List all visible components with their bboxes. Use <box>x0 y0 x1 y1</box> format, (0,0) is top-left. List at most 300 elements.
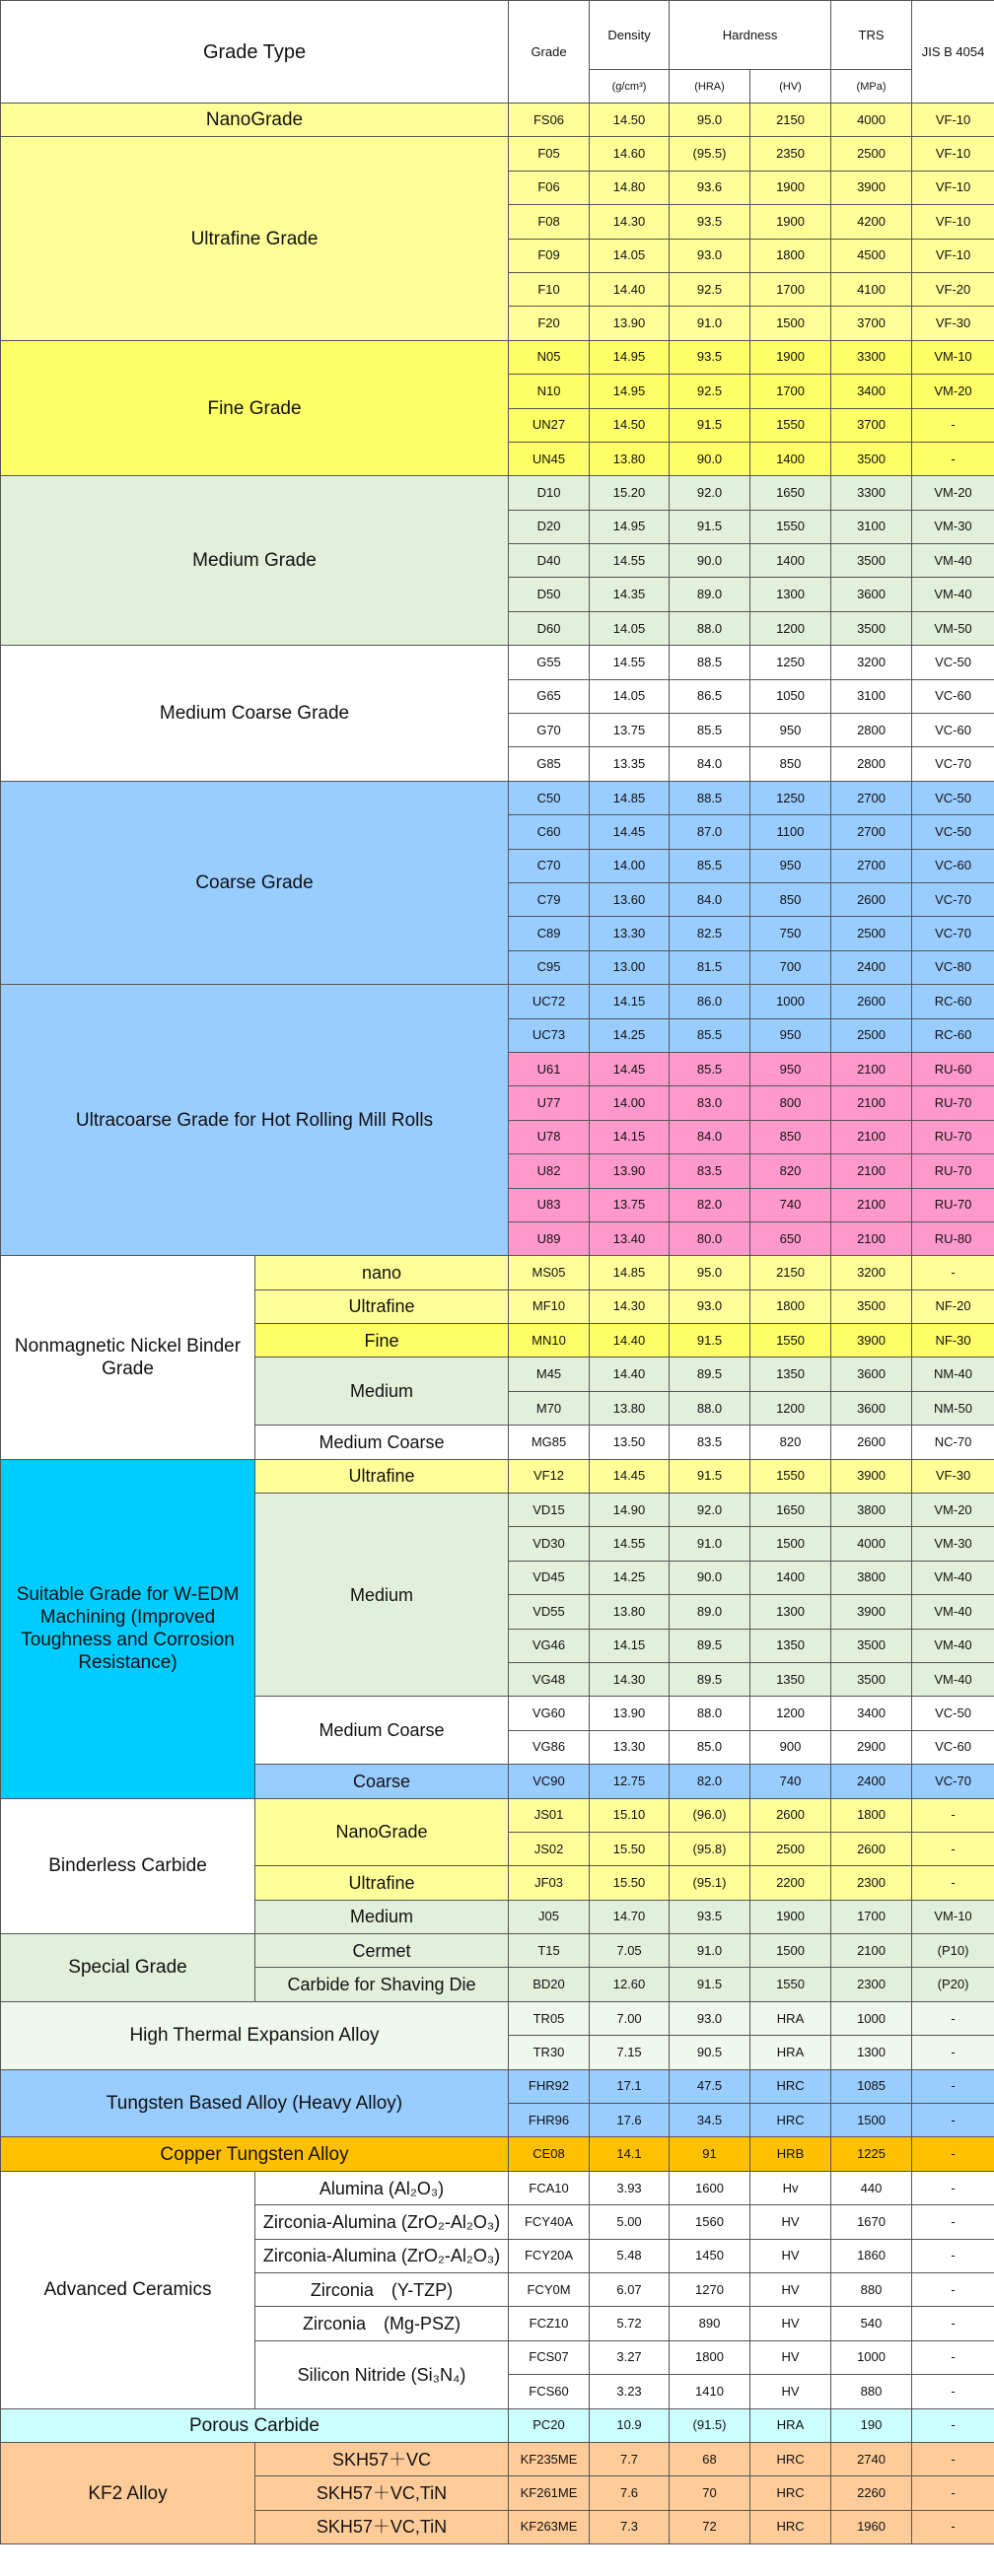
jis-code: VC-70 <box>912 1765 994 1798</box>
grade-code: C60 <box>509 815 590 849</box>
trs-value: 3100 <box>831 679 912 713</box>
hv-value: 900 <box>750 1730 831 1764</box>
grade-code: MS05 <box>509 1256 590 1289</box>
hra-value: 92.0 <box>670 1494 750 1527</box>
density-value: 14.95 <box>590 340 670 374</box>
jis-code: - <box>912 2036 994 2069</box>
hv-value: 1200 <box>750 1391 831 1425</box>
group-label-w-edm-grade: Suitable Grade for W-EDM Machining (Improved Toughness and Corrosion Resistance) <box>1 1459 255 1798</box>
jis-code: VM-30 <box>912 1527 994 1561</box>
grade-code: D40 <box>509 544 590 578</box>
density-value: 3.27 <box>590 2340 670 2374</box>
jis-code: - <box>912 442 994 475</box>
grade-code: VG48 <box>509 1662 590 1696</box>
trs-value: 880 <box>831 2375 912 2408</box>
hv-value: 1400 <box>750 544 831 578</box>
jis-code: VM-40 <box>912 1561 994 1594</box>
hra-value: 84.0 <box>670 747 750 781</box>
trs-value: 2600 <box>831 985 912 1018</box>
subgroup-label: Zirconia (Mg-PSZ) <box>255 2307 509 2340</box>
hv-value: 1700 <box>750 272 831 306</box>
jis-code: VC-60 <box>912 679 994 713</box>
density-value: 17.6 <box>590 2104 670 2137</box>
hra-value: 86.0 <box>670 985 750 1018</box>
density-value: 5.48 <box>590 2239 670 2272</box>
hra-value: 88.5 <box>670 646 750 679</box>
trs-value: 3800 <box>831 1494 912 1527</box>
jis-code: VC-60 <box>912 849 994 882</box>
hra-value: 890 <box>670 2307 750 2340</box>
hra-value: 1800 <box>670 2340 750 2374</box>
hv-value: 950 <box>750 1018 831 1052</box>
grade-code: G70 <box>509 714 590 747</box>
hv-value: 1350 <box>750 1629 831 1662</box>
hv-value: 1300 <box>750 578 831 611</box>
jis-code: VF-10 <box>912 205 994 239</box>
hv-value: 1800 <box>750 1289 831 1323</box>
hra-value: 84.0 <box>670 882 750 916</box>
hv-value: 750 <box>750 917 831 950</box>
trs-value: 540 <box>831 2307 912 2340</box>
grade-code: F20 <box>509 307 590 340</box>
grade-code: G55 <box>509 646 590 679</box>
trs-value: 3500 <box>831 1289 912 1323</box>
hv-value: 1650 <box>750 1494 831 1527</box>
density-value: 14.1 <box>590 2137 670 2171</box>
subgroup-label: Cermet <box>255 1934 509 1968</box>
hv-value: 2150 <box>750 1256 831 1289</box>
trs-value: 2100 <box>831 1221 912 1255</box>
subgroup-label: SKH57＋VC,TiN <box>255 2476 509 2510</box>
density-value: 14.05 <box>590 679 670 713</box>
header-hardness: Hardness <box>670 1 831 70</box>
trs-value: 3700 <box>831 307 912 340</box>
hra-value: 89.0 <box>670 1595 750 1629</box>
subgroup-label: Silicon Nitride (Si₃N₄) <box>255 2340 509 2408</box>
jis-code: - <box>912 2340 994 2374</box>
jis-code: - <box>912 2171 994 2204</box>
hv-value: HRC <box>750 2476 831 2510</box>
jis-code: VM-40 <box>912 1629 994 1662</box>
trs-value: 2600 <box>831 1426 912 1459</box>
hra-value: 88.0 <box>670 1697 750 1730</box>
table-row <box>1 1798 994 1832</box>
density-value: 13.30 <box>590 1730 670 1764</box>
hra-value: 83.5 <box>670 1154 750 1188</box>
density-value: 14.45 <box>590 815 670 849</box>
density-value: 14.00 <box>590 1086 670 1120</box>
hv-value: 740 <box>750 1765 831 1798</box>
hv-value: 1200 <box>750 1697 831 1730</box>
hv-value: HRA <box>750 2036 831 2069</box>
group-label-medium-coarse-grade: Medium Coarse Grade <box>1 646 509 782</box>
density-value: 13.80 <box>590 442 670 475</box>
table-row <box>1 2069 994 2103</box>
density-value: 14.85 <box>590 1256 670 1289</box>
jis-code: VM-40 <box>912 578 994 611</box>
hra-value: 90.0 <box>670 544 750 578</box>
hra-value: 1560 <box>670 2205 750 2239</box>
trs-value: 2400 <box>831 950 912 984</box>
hra-value: 1410 <box>670 2375 750 2408</box>
hv-value: 740 <box>750 1188 831 1221</box>
subgroup-label: Zirconia-Alumina (ZrO₂-Al₂O₃) <box>255 2205 509 2239</box>
grade-code: F06 <box>509 171 590 204</box>
grade-code: D50 <box>509 578 590 611</box>
grade-code: T15 <box>509 1934 590 1968</box>
jis-code: - <box>912 1866 994 1900</box>
trs-value: 2600 <box>831 1832 912 1865</box>
hra-value: 72 <box>670 2510 750 2543</box>
density-value: 6.07 <box>590 2273 670 2307</box>
unit-hra: (HRA) <box>670 70 750 104</box>
group-label-nanograde: NanoGrade <box>1 104 509 137</box>
trs-value: 4000 <box>831 1527 912 1561</box>
trs-value: 3500 <box>831 442 912 475</box>
subgroup-label: Medium <box>255 1358 509 1426</box>
hv-value: Hv <box>750 2171 831 2204</box>
density-value: 7.7 <box>590 2442 670 2475</box>
hv-value: HV <box>750 2375 831 2408</box>
hra-value: 88.0 <box>670 1391 750 1425</box>
trs-value: 2600 <box>831 882 912 916</box>
hra-value: 88.5 <box>670 781 750 814</box>
density-value: 14.85 <box>590 781 670 814</box>
hra-value: 91.5 <box>670 1459 750 1493</box>
grade-code: U77 <box>509 1086 590 1120</box>
grade-code: C95 <box>509 950 590 984</box>
hra-value: 91.0 <box>670 1934 750 1968</box>
hra-value: 93.5 <box>670 205 750 239</box>
jis-code: VC-50 <box>912 646 994 679</box>
table-row <box>1 646 994 679</box>
hv-value: 1900 <box>750 205 831 239</box>
hra-value: 87.0 <box>670 815 750 849</box>
group-label-binderless-carbide: Binderless Carbide <box>1 1798 255 1934</box>
hv-value: 1350 <box>750 1358 831 1391</box>
trs-value: 3200 <box>831 1256 912 1289</box>
subgroup-label: Alumina (Al₂O₃) <box>255 2171 509 2204</box>
grade-code: FCY0M <box>509 2273 590 2307</box>
trs-value: 2500 <box>831 1018 912 1052</box>
density-value: 14.95 <box>590 375 670 408</box>
grade-code: FHR92 <box>509 2069 590 2103</box>
unit-hv: (HV) <box>750 70 831 104</box>
density-value: 13.60 <box>590 882 670 916</box>
jis-code: VM-10 <box>912 1900 994 1933</box>
trs-value: 1000 <box>831 2001 912 2035</box>
hv-value: 1550 <box>750 1324 831 1358</box>
density-value: 5.72 <box>590 2307 670 2340</box>
grade-code: JS01 <box>509 1798 590 1832</box>
density-value: 15.50 <box>590 1832 670 1865</box>
density-value: 14.45 <box>590 1052 670 1085</box>
hv-value: 1550 <box>750 510 831 543</box>
hv-value: 850 <box>750 747 831 781</box>
hra-value: 93.5 <box>670 1900 750 1933</box>
trs-value: 3500 <box>831 611 912 645</box>
hv-value: 1400 <box>750 442 831 475</box>
grade-code: N10 <box>509 375 590 408</box>
trs-value: 2100 <box>831 1934 912 1968</box>
density-value: 7.15 <box>590 2036 670 2069</box>
trs-value: 4000 <box>831 104 912 137</box>
density-value: 14.15 <box>590 1629 670 1662</box>
density-value: 3.93 <box>590 2171 670 2204</box>
grade-code: C70 <box>509 849 590 882</box>
hv-value: 1250 <box>750 781 831 814</box>
grade-code: FCY20A <box>509 2239 590 2272</box>
header-row <box>1 1 994 70</box>
hra-value: 95.0 <box>670 1256 750 1289</box>
hra-value: 89.5 <box>670 1629 750 1662</box>
hra-value: 92.5 <box>670 375 750 408</box>
hra-value: (95.5) <box>670 137 750 171</box>
jis-code: - <box>912 2442 994 2475</box>
density-value: 13.35 <box>590 747 670 781</box>
density-value: 14.00 <box>590 849 670 882</box>
density-value: 13.50 <box>590 1426 670 1459</box>
group-label-coarse-grade: Coarse Grade <box>1 781 509 984</box>
group-label-medium-grade: Medium Grade <box>1 476 509 646</box>
hra-value: 80.0 <box>670 1221 750 1255</box>
trs-value: 2100 <box>831 1154 912 1188</box>
subgroup-label: Medium Coarse <box>255 1697 509 1765</box>
subgroup-label: Coarse <box>255 1765 509 1798</box>
table-row <box>1 104 994 137</box>
hra-value: 91.5 <box>670 1324 750 1358</box>
trs-value: 3500 <box>831 1662 912 1696</box>
table-row <box>1 476 994 510</box>
group-label-special-grade: Special Grade <box>1 1934 255 2002</box>
density-value: 13.80 <box>590 1391 670 1425</box>
density-value: 13.90 <box>590 307 670 340</box>
hv-value: HRC <box>750 2510 831 2543</box>
trs-value: 190 <box>831 2408 912 2442</box>
trs-value: 1000 <box>831 2340 912 2374</box>
hra-value: 70 <box>670 2476 750 2510</box>
jis-code: VC-50 <box>912 781 994 814</box>
jis-code: RU-70 <box>912 1120 994 1153</box>
jis-code: VF-20 <box>912 272 994 306</box>
grade-code: FHR96 <box>509 2104 590 2137</box>
header-density: Density <box>590 1 670 70</box>
table-row <box>1 1934 994 1968</box>
group-label-ultracoarse-grade: Ultracoarse Grade for Hot Rolling Mill Rolls <box>1 985 509 1256</box>
density-value: 7.00 <box>590 2001 670 2035</box>
jis-code: VF-30 <box>912 1459 994 1493</box>
group-label-tungsten-based-alloy: Tungsten Based Alloy (Heavy Alloy) <box>1 2069 509 2137</box>
jis-code: VM-50 <box>912 611 994 645</box>
hv-value: HRA <box>750 2001 831 2035</box>
trs-value: 2100 <box>831 1086 912 1120</box>
trs-value: 3600 <box>831 1391 912 1425</box>
trs-value: 3200 <box>831 646 912 679</box>
density-value: 14.40 <box>590 1358 670 1391</box>
jis-code: NF-20 <box>912 1289 994 1323</box>
trs-value: 1670 <box>831 2205 912 2239</box>
jis-code: - <box>912 2510 994 2543</box>
jis-code: RU-60 <box>912 1052 994 1085</box>
hv-value: 1500 <box>750 1527 831 1561</box>
trs-value: 3600 <box>831 1358 912 1391</box>
density-value: 14.30 <box>590 1289 670 1323</box>
hv-value: 1550 <box>750 408 831 442</box>
table-row <box>1 781 994 814</box>
hra-value: 89.5 <box>670 1662 750 1696</box>
hra-value: 1600 <box>670 2171 750 2204</box>
density-value: 14.60 <box>590 137 670 171</box>
hra-value: 93.5 <box>670 340 750 374</box>
density-value: 14.30 <box>590 1662 670 1696</box>
grade-code: VD15 <box>509 1494 590 1527</box>
hra-value: 68 <box>670 2442 750 2475</box>
trs-value: 3700 <box>831 408 912 442</box>
trs-value: 3800 <box>831 1561 912 1594</box>
hra-value: 92.5 <box>670 272 750 306</box>
jis-code: VF-30 <box>912 307 994 340</box>
hv-value: 2600 <box>750 1798 831 1832</box>
hv-value: HV <box>750 2340 831 2374</box>
jis-code: VM-10 <box>912 340 994 374</box>
grade-code: G85 <box>509 747 590 781</box>
jis-code: VM-20 <box>912 1494 994 1527</box>
grade-code: FCY40A <box>509 2205 590 2239</box>
grade-code: FCS07 <box>509 2340 590 2374</box>
grade-code: VG46 <box>509 1629 590 1662</box>
grade-code: F10 <box>509 272 590 306</box>
grade-code: KF263ME <box>509 2510 590 2543</box>
trs-value: 1225 <box>831 2137 912 2171</box>
density-value: 13.00 <box>590 950 670 984</box>
hra-value: 47.5 <box>670 2069 750 2103</box>
density-value: 14.40 <box>590 1324 670 1358</box>
trs-value: 3900 <box>831 171 912 204</box>
jis-code: VC-70 <box>912 882 994 916</box>
trs-value: 3100 <box>831 510 912 543</box>
density-value: 14.55 <box>590 544 670 578</box>
trs-value: 3600 <box>831 578 912 611</box>
jis-code: - <box>912 2476 994 2510</box>
grade-code: KF261ME <box>509 2476 590 2510</box>
jis-code: VF-10 <box>912 239 994 272</box>
jis-code: NM-40 <box>912 1358 994 1391</box>
unit-density: (g/cm³) <box>590 70 670 104</box>
table-row <box>1 2001 994 2035</box>
jis-code: VM-20 <box>912 476 994 510</box>
hra-value: 82.0 <box>670 1188 750 1221</box>
density-value: 7.05 <box>590 1934 670 1968</box>
trs-value: 3400 <box>831 1697 912 1730</box>
trs-value: 3300 <box>831 476 912 510</box>
density-value: 12.75 <box>590 1765 670 1798</box>
jis-code: VC-80 <box>912 950 994 984</box>
grade-code: TR05 <box>509 2001 590 2035</box>
trs-value: 2100 <box>831 1052 912 1085</box>
jis-code: - <box>912 2104 994 2137</box>
jis-code: NM-50 <box>912 1391 994 1425</box>
trs-value: 2300 <box>831 1968 912 2001</box>
density-value: 14.25 <box>590 1561 670 1594</box>
hra-value: 83.5 <box>670 1426 750 1459</box>
hra-value: (95.8) <box>670 1832 750 1865</box>
density-value: 13.90 <box>590 1697 670 1730</box>
hv-value: HV <box>750 2273 831 2307</box>
hra-value: 85.0 <box>670 1730 750 1764</box>
table-row <box>1 1459 994 1493</box>
subgroup-label: Ultrafine <box>255 1289 509 1323</box>
trs-value: 3300 <box>831 340 912 374</box>
grade-code: KF235ME <box>509 2442 590 2475</box>
hra-value: 88.0 <box>670 611 750 645</box>
hv-value: 1650 <box>750 476 831 510</box>
density-value: 14.40 <box>590 272 670 306</box>
hra-value: 1270 <box>670 2273 750 2307</box>
table-row <box>1 137 994 171</box>
grade-code: J05 <box>509 1900 590 1933</box>
hv-value: 2150 <box>750 104 831 137</box>
hv-value: 2500 <box>750 1832 831 1865</box>
hv-value: 1700 <box>750 375 831 408</box>
jis-code: (P20) <box>912 1968 994 2001</box>
hv-value: 1300 <box>750 1595 831 1629</box>
grade-code: VG60 <box>509 1697 590 1730</box>
trs-value: 2700 <box>831 781 912 814</box>
jis-code: VM-40 <box>912 1662 994 1696</box>
grade-code: FCS60 <box>509 2375 590 2408</box>
hra-value: 91.0 <box>670 1527 750 1561</box>
hv-value: 1900 <box>750 1900 831 1933</box>
density-value: 14.35 <box>590 578 670 611</box>
density-value: 15.20 <box>590 476 670 510</box>
trs-value: 3900 <box>831 1324 912 1358</box>
grade-code: VF12 <box>509 1459 590 1493</box>
jis-code: - <box>912 2069 994 2103</box>
trs-value: 2500 <box>831 917 912 950</box>
subgroup-label: Medium Coarse <box>255 1426 509 1459</box>
jis-code: VC-50 <box>912 815 994 849</box>
hra-value: 84.0 <box>670 1120 750 1153</box>
hra-value: 85.5 <box>670 849 750 882</box>
subgroup-label: SKH57＋VC,TiN <box>255 2510 509 2543</box>
trs-value: 440 <box>831 2171 912 2204</box>
hra-value: 91.5 <box>670 1968 750 2001</box>
density-value: 14.05 <box>590 611 670 645</box>
grade-code: VG86 <box>509 1730 590 1764</box>
hra-value: (91.5) <box>670 2408 750 2442</box>
subgroup-label: Medium <box>255 1900 509 1933</box>
hra-value: (95.1) <box>670 1866 750 1900</box>
jis-code: VF-10 <box>912 171 994 204</box>
group-label-kf2-alloy: KF2 Alloy <box>1 2442 255 2543</box>
grade-code: BD20 <box>509 1968 590 2001</box>
density-value: 14.95 <box>590 510 670 543</box>
hra-value: 82.0 <box>670 1765 750 1798</box>
density-value: 15.50 <box>590 1866 670 1900</box>
trs-value: 2700 <box>831 849 912 882</box>
hv-value: 1200 <box>750 611 831 645</box>
grade-code: U89 <box>509 1221 590 1255</box>
trs-value: 2500 <box>831 137 912 171</box>
hra-value: 95.0 <box>670 104 750 137</box>
grade-code: G65 <box>509 679 590 713</box>
subgroup-label: Zirconia (Y-TZP) <box>255 2273 509 2307</box>
density-value: 14.55 <box>590 646 670 679</box>
grade-code: MF10 <box>509 1289 590 1323</box>
hra-value: 34.5 <box>670 2104 750 2137</box>
jis-code: VM-40 <box>912 544 994 578</box>
trs-value: 2300 <box>831 1866 912 1900</box>
